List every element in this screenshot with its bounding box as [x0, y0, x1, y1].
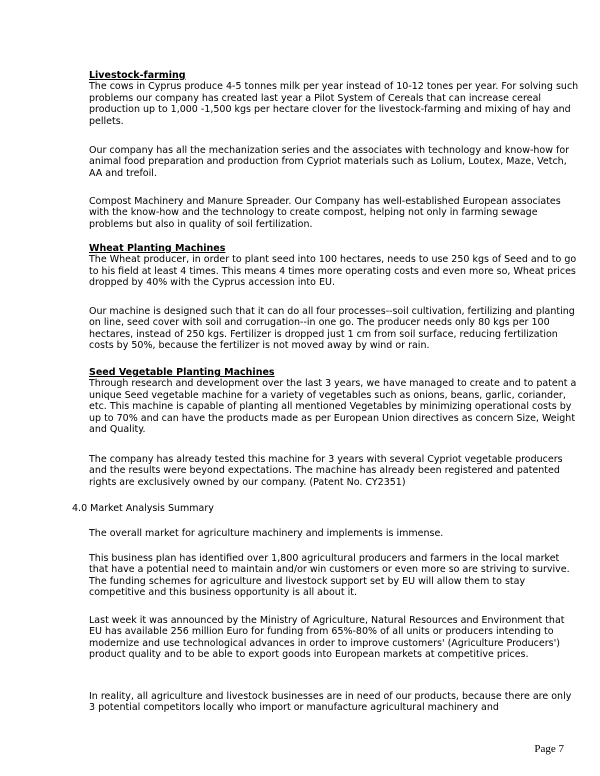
livestock-section	[89, 70, 579, 127]
market-paragraph-1: The overall market for agriculture machinery and implements is immense.	[89, 528, 444, 539]
wheat-paragraph-1: The Wheat producer, in order to plant seed into 100 hectares, needs to use 250 kgs of Seed and to go to his field at least 4 times. This means 4 times more operating costs and even more so, Wheat prices dropped by 40% with the Cyprus accession into EU.	[89, 254, 577, 289]
compost-paragraph: Compost Machinery and Manure Spreader. Our Company has well-established European associates with the know-how and the technology to create compost, helping not only in farming sewage problems but also in quality of soil fertilization.	[89, 196, 561, 230]
market-paragraph-3: Last week it was announced by the Ministry of Agriculture, Natural Resources and Environment that EU has available 256 million Euro for funding from 65%-80% of all units or producers intending to modernize and use technological advances in order to improve customers' (Agriculture Producers') product quality and to be able to export goods into European markets at competitive prices.	[89, 615, 565, 661]
seed-paragraph-2: The company has already tested this machine for 3 years with several Cypriot vegetable producers and the results were beyond expectations. The machine has already been registered and patented rights are exclusively owned by our company. (Patent No. CY2351)	[89, 454, 563, 488]
wheat-paragraph-2: Our machine is designed such that it can do all four processes--soil cultivation, fertilizing and planting on line, seed cover with soil and corrugation--in one go. The producer needs only 80 kgs per 100 hectares, instead of 250 kgs. Fertilizer is dropped just 1 cm from soil surface, reducing fertilization costs by 50%, because the fertilizer is not moved away by wind or rain.	[89, 306, 575, 352]
livestock-paragraph-1: The cows in Cyprus produce 4-5 tonnes milk per year instead of 10-12 tones per year. For solving such problems our company has created last year a Pilot System of Cereals that can increase cereal production up to 1,000 -1,500 kgs per hectare clover for the livestock-farming and mixing of hay and pellets.	[89, 81, 579, 127]
wheat-section	[89, 243, 579, 289]
wheat-heading: Wheat Planting Machines	[89, 243, 226, 254]
market-analysis-title: 4.0 Market Analysis Summary	[72, 503, 214, 514]
market-paragraph-4: In reality, all agriculture and livestock businesses are in need of our products, because there are only 3 potential competitors locally who import or manufacture agricultural machinery and	[89, 691, 572, 714]
livestock-paragraph-2: Our company has all the mechanization series and the associates with technology and know-how for animal food preparation and production from Cypriot materials such as Lolium, Loutex, Maze, Vetch, AA and trefoil.	[89, 145, 570, 179]
seed-paragraph-1: Through research and development over the last 3 years, we have managed to create and to patent a unique Seed vegetable machine for a variety of vegetables such as onions, beans, garlic, coriander, etc. This machine is capable of planting all mentioned Vegetables by minimizing operational costs by up to 70% and can have the products made as per European Union directives as concern Size, Weight and Quality.	[89, 378, 577, 436]
page-number: Page 7	[534, 743, 564, 755]
market-paragraph-2: This business plan has identified over 1,800 agricultural producers and farmers in the local market that have a potential need to maintain and/or win customers or even more so are striving to survive. The funding schemes for agriculture and livestock support set by EU will allow them to stay competitive and this business opportunity is all about it.	[89, 553, 570, 599]
seed-section	[89, 367, 579, 435]
livestock-heading: Livestock-farming	[89, 70, 186, 81]
seed-heading: Seed Vegetable Planting Machines	[89, 367, 275, 378]
